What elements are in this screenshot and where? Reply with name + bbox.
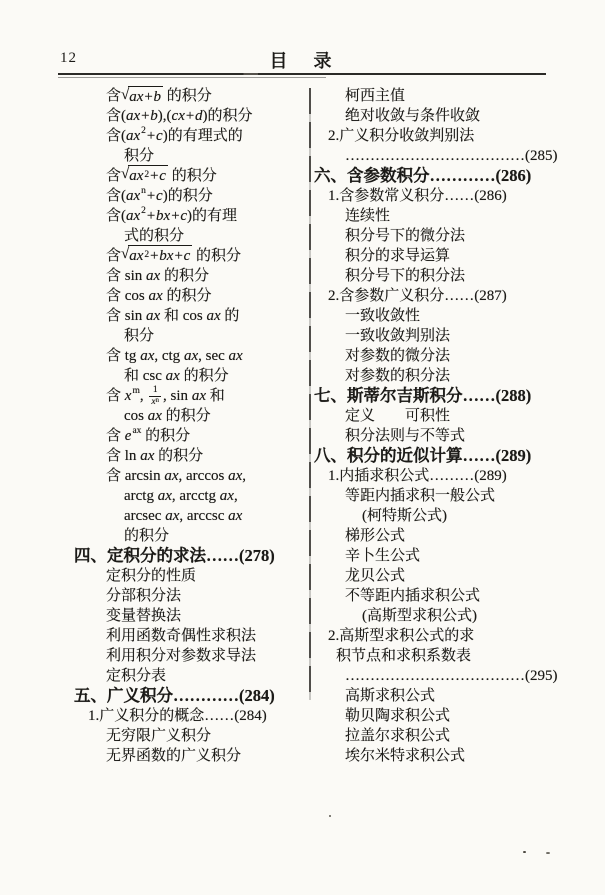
toc-entry: 含( ax 2 +c )的有理式的	[106, 126, 243, 144]
toc-entry: (高斯型求积公式)	[362, 608, 477, 624]
toc-entry: 绝对收敛与条件收敛	[345, 108, 481, 124]
toc-entry: 龙贝公式	[345, 568, 406, 584]
toc-entry: 2.含参数广义积分……(287)	[328, 288, 507, 304]
toc-entry: ………………………………(295)	[345, 668, 558, 684]
toc-entry: 辛卜生公式	[345, 548, 421, 564]
toc-entry: 含( ax 2 +bx+c )的有理	[106, 206, 237, 224]
toc-entry: 梯形公式	[345, 528, 406, 544]
toc-entry: 拉盖尔求积公式	[345, 728, 451, 744]
toc-entry: cos ax 的积分	[124, 408, 211, 424]
toc-entry: 含( ax n +c )的积分	[106, 186, 213, 204]
toc-entry: 含 √ $ax^2+c$ 的积分	[58, 166, 308, 186]
toc-entry: 埃尔米特求积公式	[345, 748, 466, 764]
toc-entry: 2.高斯型求积公式的求	[328, 628, 475, 644]
toc-entry: 和 csc ax 的积分	[124, 368, 229, 384]
toc-entry: 含 arcsin ax , arccos ax ,	[106, 468, 246, 484]
page-number: 12	[60, 50, 77, 66]
toc-entry: 高斯求积公式	[345, 688, 436, 704]
toc-entry: 含 x m , $\frac{1}{x^n}$ , sin ax 和	[106, 384, 225, 407]
toc-entry: 柯西主值	[345, 88, 406, 104]
scan-speck	[523, 851, 526, 853]
toc-entry: 含 cos ax 的积分	[106, 288, 212, 304]
toc-entry: 1.广义积分的概念……(284)	[88, 708, 267, 724]
toc-entry: 积分	[124, 328, 155, 344]
toc-entry: 的积分	[124, 528, 170, 544]
toc-entry: 含 √ ax+b 的积分	[58, 86, 308, 106]
toc-right-column	[312, 86, 597, 766]
toc-entry: 含 e ax 的积分	[106, 426, 191, 444]
toc-entry: 含( ax+b ),( cx+d )的积分	[106, 108, 253, 124]
toc-entry: 对参数的积分法	[345, 368, 451, 384]
toc-entry: 定义 可积性	[345, 408, 451, 424]
toc-entry: 积分的求导运算	[345, 248, 451, 264]
toc-entry: 五、广义积分…………(284)	[74, 686, 275, 705]
toc-entry: 积分法则与不等式	[345, 428, 466, 444]
toc-entry: 2.广义积分收敛判别法	[328, 128, 475, 144]
toc-entry: 积分号下的微分法	[345, 228, 466, 244]
toc-entry: 无穷限广义积分	[106, 728, 212, 744]
toc-entry: 无界函数的广义积分	[106, 748, 242, 764]
page-title: 目 录	[269, 51, 336, 71]
toc-entry: 含 √ $ax^2+bx+c$ 的积分	[58, 246, 308, 266]
toc-entry: 积分号下的积分法	[345, 268, 466, 284]
toc-entry: 不等距内插求积公式	[345, 588, 481, 604]
toc-entry: 一致收敛性	[345, 308, 421, 324]
toc-entry: 四、定积分的求法……(278)	[74, 546, 275, 565]
toc-entry: 变量替换法	[106, 608, 182, 624]
scan-speck	[546, 852, 550, 854]
scan-speck	[329, 815, 331, 817]
toc-entry: arctg ax , arcctg ax ,	[124, 488, 238, 504]
toc-entry: 一致收敛判别法	[345, 328, 451, 344]
toc-entry: 含 sin ax 的积分	[106, 268, 209, 284]
column-divider	[309, 88, 311, 700]
toc-entry: 积分	[124, 148, 155, 164]
toc-entry: 含 ln ax 的积分	[106, 448, 204, 464]
toc-left-column	[58, 86, 308, 766]
toc-entry: 对参数的微分法	[345, 348, 451, 364]
toc-entry: 六、含参数积分…………(286)	[314, 166, 532, 185]
toc-entry: arcsec ax , arccsc ax	[124, 508, 243, 524]
toc-entry: 分部积分法	[106, 588, 182, 604]
toc-entry: 式的积分	[124, 228, 185, 244]
toc-entry: 七、斯蒂尔吉斯积分……(288)	[314, 386, 532, 405]
toc-entry: 积节点和求积系数表	[336, 648, 472, 664]
toc-entry: ………………………………(285)	[345, 148, 558, 164]
toc-entry: 定积分表	[106, 668, 167, 684]
header-rule	[58, 73, 546, 75]
toc-entry: 连续性	[345, 208, 391, 224]
toc-entry: 勒贝陶求积公式	[345, 708, 451, 724]
toc-entry: 1.内插求积公式………(289)	[328, 468, 507, 484]
toc-entry: 利用积分对参数求导法	[106, 648, 257, 664]
toc-entry: 1.含参数常义积分……(286)	[328, 188, 507, 204]
toc-entry: 利用函数奇偶性求积法	[106, 628, 257, 644]
toc-entry: 定积分的性质	[106, 568, 197, 584]
toc-entry: 等距内插求积一般公式	[345, 488, 496, 504]
toc-entry: (柯特斯公式)	[362, 508, 447, 524]
page-header	[0, 0, 605, 86]
toc-entry: 含 sin ax 和 cos ax 的	[106, 308, 240, 324]
toc-entry: 含 tg ax , ctg ax , sec ax	[106, 348, 243, 364]
toc-entry: 八、积分的近似计算……(289)	[314, 446, 532, 465]
